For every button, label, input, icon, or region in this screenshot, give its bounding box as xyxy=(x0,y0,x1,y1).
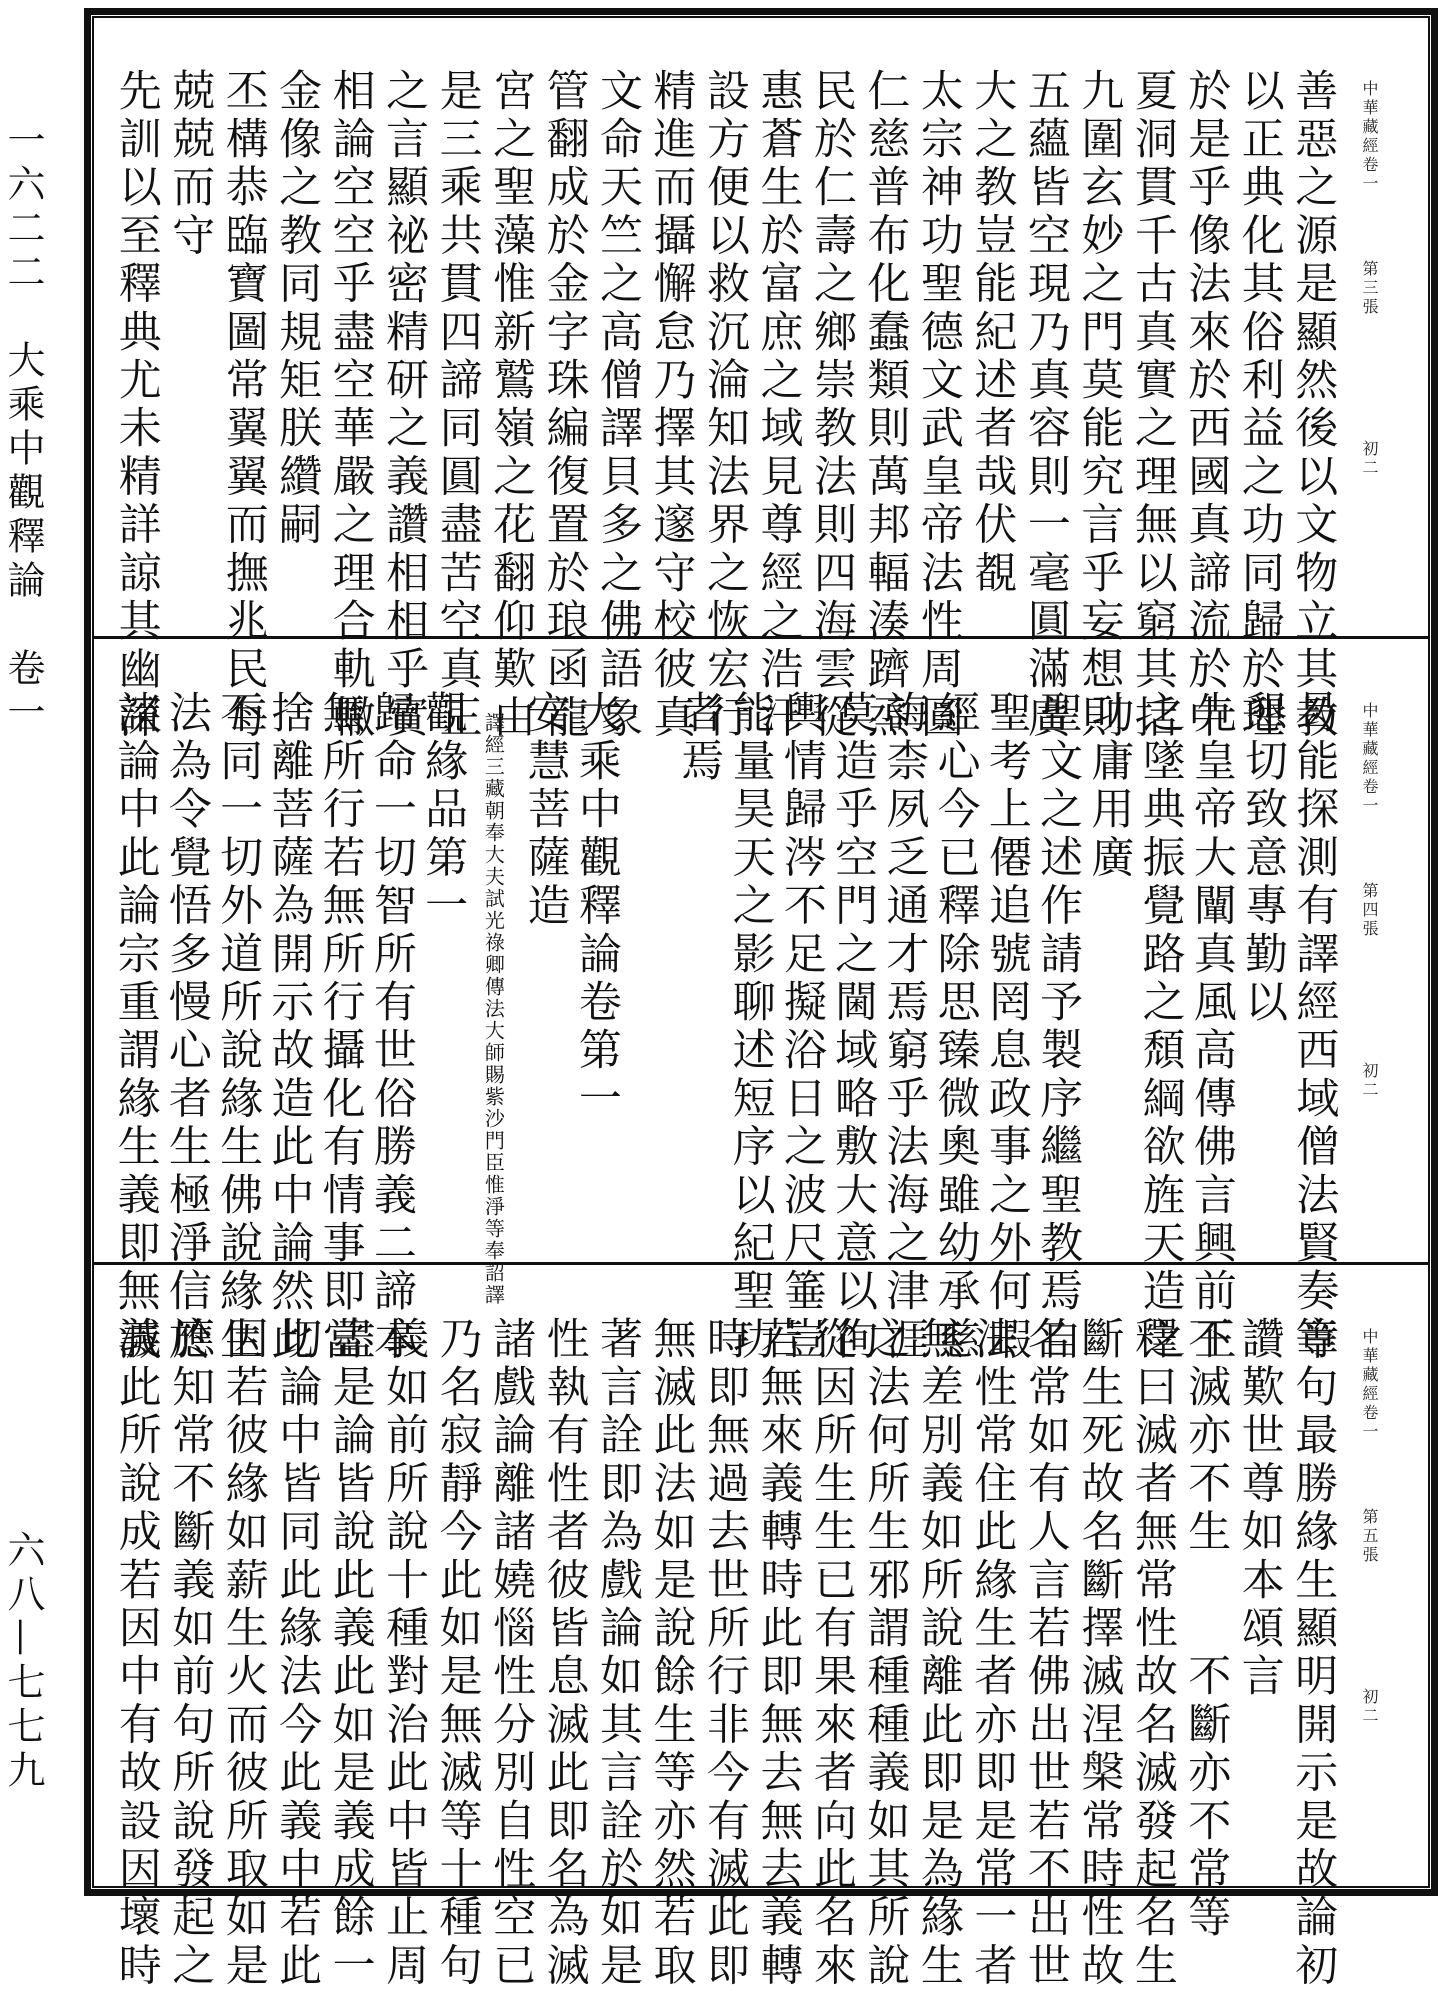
text-column: 捨離菩薩為開示故造此中論然此 xyxy=(264,690,315,1365)
text-column: 應知常不斷義如前句所說發起之 xyxy=(165,1316,216,1991)
text-panel-middle xyxy=(110,642,1420,1365)
text-column: 輿情歸涔不足擬浴日之波尺箠豈 xyxy=(776,690,827,1365)
text-column: 若無來義轉時此即無去無去義轉 xyxy=(753,1316,804,1991)
text-column: 者焉 xyxy=(674,690,725,787)
marginal-note: 初二 xyxy=(1360,1688,1379,1726)
text-column: 義此所說成若因中有故設因壞時 xyxy=(111,1316,162,1991)
text-column: 名常如有人言若佛出世若不出世 xyxy=(1020,1316,1071,1991)
text-column: 時即無過去世所行非今有滅此即 xyxy=(700,1316,750,1991)
text-column: 觀緣品第一 xyxy=(418,690,469,931)
text-column: 盡是論皆說此義此如是義成餘一 xyxy=(325,1316,376,1991)
text-column: 無所行若無所行攝化有情事即當 xyxy=(315,690,366,1365)
text-column: 之法何所生邪謂種種義如其所說 xyxy=(860,1316,911,1991)
marginal-note: 第五張 xyxy=(1360,1508,1379,1565)
text-column: 莫造乎空門之閫域略敷大意以徇 xyxy=(828,690,879,1365)
marginal-note: 初二 xyxy=(1360,440,1379,478)
text-column: 設方便以救沉淪知法界之恢宏行 xyxy=(700,68,750,743)
text-column: 乃名寂靜今此如是無滅等十種句 xyxy=(432,1316,483,1991)
text-column: 聖考上僊追號罔息政事之外何暇 xyxy=(981,690,1032,1365)
text-column: 性執有性者彼皆息滅此即名為滅 xyxy=(539,1316,590,1991)
text-column: 相論空空乎盡空華嚴之理合軌轍 xyxy=(325,68,376,743)
text-column: 義如前所說十種對治此中皆止周 xyxy=(379,1316,430,1991)
marginal-note: 初二 xyxy=(1360,1062,1379,1100)
text-column: 管翻成於金字珠編復置於琅函龍 xyxy=(539,68,590,743)
text-column: 功庸用廣 xyxy=(1084,690,1135,883)
text-column: 民於仁壽之鄉崇教法則四海雲從 xyxy=(806,68,857,743)
margin-page-number: 六八—七七九 xyxy=(1,1530,45,1794)
text-column: 金像之教同規矩朕纘嗣 xyxy=(272,68,323,550)
text-column: 斷生死故名斷擇滅涅槃常時性故 xyxy=(1074,1316,1125,1991)
text-column: 誨柰夙乏通才焉窮乎法海之津涯 xyxy=(879,690,930,1365)
text-column: 五蘊皆空現乃真容則一毫圓滿廣 xyxy=(1020,68,1071,743)
text-column: 九圍玄妙之門莫能究言乎妄想則 xyxy=(1074,68,1125,743)
text-column: 經心今已釋除思臻微奧雖幼承慈 xyxy=(930,690,981,1365)
text-column: 先皇帝大闡真風高傳佛言興前王 xyxy=(1186,690,1237,1365)
text-column: 丕構恭臨寶圖常翼翼而撫兆民每 xyxy=(218,68,269,743)
text-column: 切論中皆同此緣法今此義中若此 xyxy=(272,1316,323,1991)
text-column: 以正典化其俗利益之功同歸於理 xyxy=(1234,68,1285,743)
text-column: 因若彼緣如薪生火而彼所取如是 xyxy=(218,1316,269,1991)
text-column: 歸命一切智所有世俗勝義二諦本 xyxy=(366,690,417,1365)
text-column: 於是乎像法來於西國真諦流於中 xyxy=(1181,68,1232,743)
marginal-note: 中華藏經卷一 xyxy=(1360,80,1379,194)
text-column: 釋曰滅者無常性故名滅發起名生 xyxy=(1127,1316,1178,1991)
text-column: 法性常住此緣生者亦即是常一者 xyxy=(967,1316,1018,1991)
text-column: 無滅此法如是說餘生等亦然若取 xyxy=(646,1316,697,1991)
text-column: 之言顯祕密精研之義讚相相乎實 xyxy=(379,68,430,743)
text-column: 大之教豈能紀述者哉伏覩 xyxy=(967,68,1018,599)
text-column: 聖文之述作請予製序繼聖教焉自 xyxy=(1033,690,1084,1365)
text-column: 諸戲論離諸嬈惱性分別自性空已 xyxy=(486,1316,537,1991)
text-column: 能量昊天之影聊述短序以紀聖功 xyxy=(725,690,776,1365)
text-column: 懇切致意專勤以 xyxy=(1238,690,1289,1028)
text-column: 兢兢而守 xyxy=(165,68,216,261)
text-column: 仁慈普布化蠢類則萬邦輻湊躋烝 xyxy=(860,68,911,743)
text-column: 宮之聖藻惟新鷲嶺之花翻仰歎由 xyxy=(486,68,537,743)
text-column: 先訓以至釋典尤未精詳諒其幽深 xyxy=(111,68,162,743)
marginal-note: 第四張 xyxy=(1360,882,1379,939)
text-column: 諸論中此論宗重謂緣生義即無滅 xyxy=(110,690,161,1365)
text-column: 太宗神功聖德文武皇帝法性周圓 xyxy=(913,68,964,743)
marginal-note: 中華藏經卷一 xyxy=(1360,702,1379,816)
text-column: 夏洞貫千古真實之理無以窮其括 xyxy=(1127,68,1178,743)
text-column: 精進而攝懈怠乃擇其邃守校彼真 xyxy=(646,68,697,743)
text-column: 法為令覺悟多慢心者生極淨信於 xyxy=(161,690,212,1365)
text-column: 是三乘共貫四諦同圓盡苦空真正 xyxy=(432,68,483,743)
marginal-note: 中華藏經卷一 xyxy=(1360,1328,1379,1442)
text-column: 曷能探測有譯經西域僧法賢奏章 xyxy=(1289,690,1340,1365)
text-column: 譯經三藏朝奉大夫試光祿卿傳法大師賜紫沙門臣惟淨等奉詔譯 xyxy=(481,712,506,1306)
text-column: 文命天竺之高僧譯貝多之佛語象 xyxy=(593,68,644,743)
text-panel-bottom xyxy=(110,1268,1420,1991)
text-column: 不同一切外道所說緣生佛說緣生 xyxy=(213,690,264,1365)
margin-title: 一六二二 大乘中觀釋論 卷一 xyxy=(1,120,45,736)
text-column: 安慧菩薩造 xyxy=(520,690,571,931)
text-column: 等句最勝緣生顯明開示是故論初 xyxy=(1288,1316,1339,1991)
text-column: 讚歎世尊如本頌言 xyxy=(1234,1316,1285,1702)
text-column: 大乘中觀釋論卷第一 xyxy=(571,690,622,1124)
text-column: 從因所生生已有果來者向此名來 xyxy=(806,1316,857,1991)
text-column: 善惡之源是顯然後以文物立其教 xyxy=(1288,68,1339,743)
text-column: 著言詮即為戲論如其言詮於如是 xyxy=(593,1316,644,1991)
text-column: 之墜典振覺路之頹綱欲旌天造之 xyxy=(1135,690,1186,1365)
text-column: 無差別義如所說離此即是為緣生 xyxy=(913,1316,964,1991)
text-column: 惠蒼生於富庶之域見尊經之浩汗 xyxy=(753,68,804,743)
marginal-note: 第三張 xyxy=(1360,260,1379,317)
text-column: 不滅亦不生 不斷亦不常等 xyxy=(1181,1316,1232,1943)
